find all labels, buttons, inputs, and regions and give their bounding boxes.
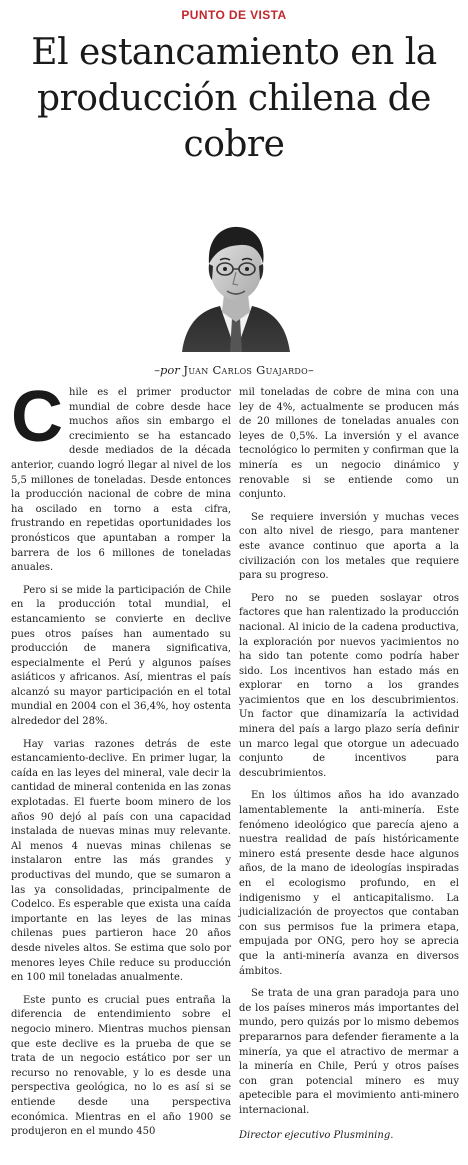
byline-suffix: –	[308, 363, 314, 377]
drop-cap: C	[11, 377, 63, 457]
paragraph: Se trata de una gran paradoja para uno de los países mineros más importantes del mundo, pero quizás por lo mismo debemos prepararnos para defender fieramente a la minería, ya que el atractivo de mermar a la minería en Chile, Perú y otros países con gran potencial minero es muy apetecible para el movimiento anti-minero internacional.	[239, 988, 459, 1116]
section-label: PUNTO DE VISTA	[181, 8, 287, 22]
byline-prefix: –por	[154, 363, 180, 377]
paragraph: Este punto es crucial pues entraña la diferencia de entendimiento sobre el negocio minero. Mientras muchos piensan que este declive es la prueba de que se trata de un negocio estático por ser un recurso no renovable, y lo es desde una perspectiva geológica, no lo es así si se entiende desde una perspectiva económica. Mientras en el año 1900 se produjeron en el mundo 450	[11, 994, 231, 1138]
title-line-3: cobre	[183, 124, 285, 165]
author-name: Juan Carlos Guajardo	[183, 363, 309, 377]
article-column-right	[239, 386, 459, 1151]
paragraph: En los últimos años ha ido avanzado lamentablemente la anti-minería. Este fenómeno ideológico que parecía ajeno a nuestra realidad de país históricamente minero está presente desde hace algunos años, de la mano de ideologías inspiradas en el ecologismo profundo, en el indigenismo y el anticapitalismo. La judicialización de proyectos que contaban con sus permisos fue la primera etapa, empujada por ONG, pero hoy se aprecia que la anti-minería avanza en diversos ámbitos.	[239, 790, 459, 977]
article-title	[10, 30, 458, 168]
byline	[0, 363, 468, 377]
paragraph: Hay varias razones detrás de este estancamiento-declive. En primer lugar, la caída en las leyes del mineral, vale decir la cantidad de mineral contenida en las zonas explotadas. El fuerte boom minero de los años 90 dejó al país con una capacidad instalada de nuevas minas muy relevante. Al menos 4 nuevas minas chilenas se instalaron entre las más grandes y productivas del mundo, que se sumaron a las ya consolidadas, principalmente de Codelco. Es esperable que exista una caída importante en las leyes de las minas chilenas pues partieron hace 20 años desde niveles altos. Se estima que solo por menores leyes Chile reduce su producción en 100 mil toneladas anualmente.	[11, 738, 231, 984]
paragraph: Pero si se mide la participación de Chile en la producción total mundial, el estancamiento se convierte en declive pues otros países han aumentado su producción de manera significativa, especialmente el Perú y algunos países asiáticos y africanos. Así, mientras el país alcanzó su mayor participación en el total mundial en 2004 con el 36,4%, hoy ostenta alrededor del 28%.	[11, 584, 231, 728]
author-signature: Director ejecutivo Plusmining.	[239, 1129, 394, 1141]
title-line-1: El estancamiento en la	[31, 32, 437, 73]
author-portrait	[180, 214, 292, 352]
paragraph	[11, 377, 231, 576]
paragraph: Se requiere inversión y muchas veces con alto nivel de riesgo, para mantener este avance continuo que aporta a la civilización con los metales que requiere para su progreso.	[239, 511, 459, 582]
paragraph-text: hile es el primer productor mundial de cobre desde hace muchos años sin embargo el crecimiento se ha estancado desde mediados de la década anterior, cuando logró llegar al nivel de los 5,5 millones de toneladas. Desde entonces la producción nacional de cobre de mina ha oscilado en torno a esta cifra, frustrando en repetidas oportunidades los pronósticos que apuntaban a romper la barrera de los 6 millones de toneladas anuales.	[11, 387, 231, 574]
article-column-left	[11, 377, 231, 1148]
paragraph: Pero no se pueden soslayar otros factores que han ralentizado la producción nacional. Al inicio de la cadena productiva, la exploración por nuevos yacimientos no ha sido tan potente como podría haber sido. Los incentivos han estado más en explorar en torno a los grandes yacimientos que en los descubrimientos. Un factor que dinamizaría la actividad minera del país a largo plazo sería definir un marco legal que otorgue un adecuado conjunto de incentivos para descubrimientos.	[239, 592, 459, 779]
paragraph: mil toneladas de cobre de mina con una ley de 4%, actualmente se producen más de 20 millones de toneladas anuales con leyes de 0,5%. La inversión y el avance tecnológico lo permiten y confirman que la minería es un negocio dinámico y renovable si se entiende como un conjunto.	[239, 387, 459, 501]
title-line-2: producción chilena de	[37, 78, 431, 119]
